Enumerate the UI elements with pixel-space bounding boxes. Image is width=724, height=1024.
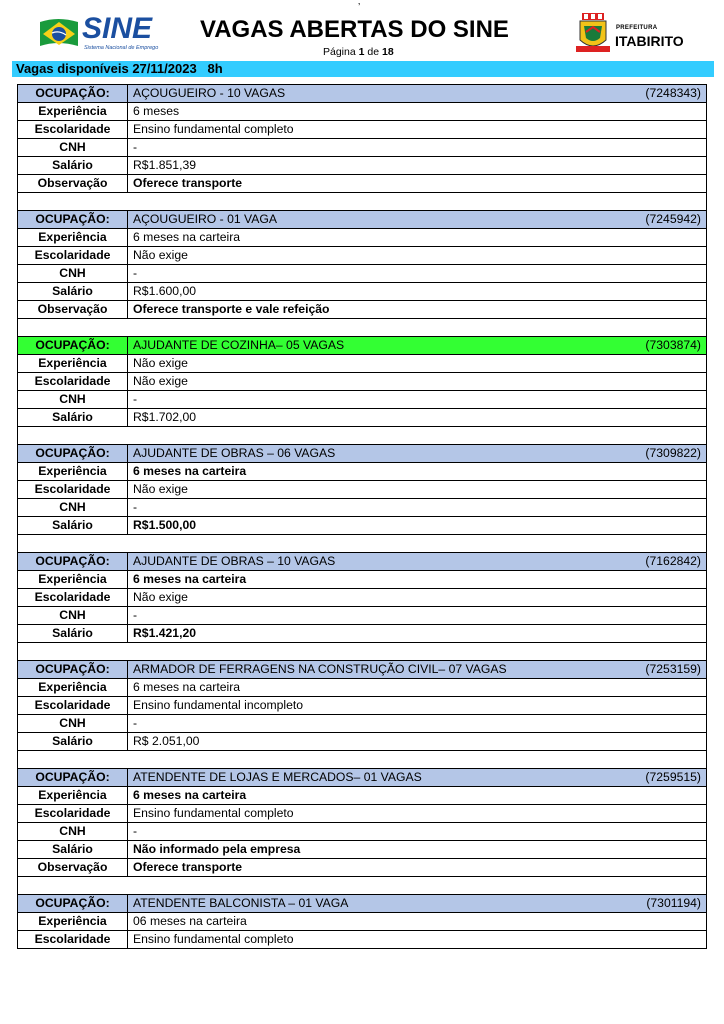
job-code: (7162842)	[645, 554, 701, 568]
experience-value: 6 meses na carteira	[128, 229, 707, 247]
job-code: (7303874)	[645, 338, 701, 352]
experience-value: 6 meses	[128, 103, 707, 121]
education-value: Não exige	[128, 589, 707, 607]
license-label: CNH	[18, 499, 128, 517]
license-row	[18, 139, 707, 157]
experience-label: Experiência	[18, 355, 128, 373]
salary-value: R$1.500,00	[128, 517, 707, 535]
note-value: Oferece transporte	[128, 859, 707, 877]
occupation-label: OCUPAÇÃO:	[18, 769, 128, 787]
job-code: (7259515)	[645, 770, 701, 784]
occupation-cell	[128, 211, 707, 229]
spacer-cell	[18, 427, 707, 445]
occupation-cell	[128, 337, 707, 355]
license-row	[18, 823, 707, 841]
salary-row	[18, 841, 707, 859]
license-label: CNH	[18, 265, 128, 283]
city-crest-icon	[574, 12, 612, 56]
experience-row	[18, 571, 707, 589]
salary-value: R$1.600,00	[128, 283, 707, 301]
education-value: Não exige	[128, 373, 707, 391]
occupation-row	[18, 661, 707, 679]
job-code: (7245942)	[645, 212, 701, 226]
education-row	[18, 805, 707, 823]
spacer-cell	[18, 643, 707, 661]
occupation-row	[18, 769, 707, 787]
education-label: Escolaridade	[18, 247, 128, 265]
license-label: CNH	[18, 715, 128, 733]
occupation-title: ATENDENTE DE LOJAS E MERCADOS– 01 VAGAS	[133, 770, 422, 784]
experience-row	[18, 103, 707, 121]
education-value: Não exige	[128, 247, 707, 265]
license-label: CNH	[18, 139, 128, 157]
jobs-table	[17, 84, 707, 949]
page-indicator: Página 1 de 18	[323, 46, 394, 58]
education-value: Ensino fundamental completo	[128, 931, 707, 949]
education-value: Ensino fundamental completo	[128, 121, 707, 139]
spacer-row	[18, 643, 707, 661]
salary-row	[18, 157, 707, 175]
salary-row	[18, 283, 707, 301]
note-value: Oferece transporte e vale refeição	[128, 301, 707, 319]
spacer-row	[18, 193, 707, 211]
education-label: Escolaridade	[18, 373, 128, 391]
salary-label: Salário	[18, 625, 128, 643]
spacer-row	[18, 535, 707, 553]
license-label: CNH	[18, 391, 128, 409]
experience-label: Experiência	[18, 463, 128, 481]
salary-label: Salário	[18, 841, 128, 859]
date-text: Vagas disponíveis 27/11/2023 8h	[16, 61, 223, 76]
salary-label: Salário	[18, 517, 128, 535]
education-row	[18, 373, 707, 391]
page-title: VAGAS ABERTAS DO SINE	[200, 16, 509, 43]
sine-logo	[38, 14, 162, 54]
city-name: ITABIRITO	[615, 33, 684, 49]
note-label: Observação	[18, 301, 128, 319]
education-row	[18, 247, 707, 265]
salary-row	[18, 517, 707, 535]
occupation-cell	[128, 553, 707, 571]
occupation-title: ARMADOR DE FERRAGENS NA CONSTRUÇÃO CIVIL– 07 VAGAS	[133, 662, 507, 676]
date-bar	[12, 61, 714, 77]
occupation-cell	[128, 445, 707, 463]
experience-value: Não exige	[128, 355, 707, 373]
license-value: -	[128, 715, 707, 733]
occupation-row	[18, 553, 707, 571]
spacer-cell	[18, 877, 707, 895]
occupation-label: OCUPAÇÃO:	[18, 337, 128, 355]
salary-row	[18, 733, 707, 751]
note-label: Observação	[18, 859, 128, 877]
education-value: Ensino fundamental incompleto	[128, 697, 707, 715]
salary-value: Não informado pela empresa	[128, 841, 707, 859]
experience-label: Experiência	[18, 103, 128, 121]
experience-row	[18, 913, 707, 931]
license-value: -	[128, 391, 707, 409]
license-row	[18, 499, 707, 517]
experience-row	[18, 787, 707, 805]
education-value: Ensino fundamental completo	[128, 805, 707, 823]
spacer-cell	[18, 535, 707, 553]
license-row	[18, 715, 707, 733]
job-code: (7301194)	[646, 896, 701, 910]
salary-row	[18, 625, 707, 643]
occupation-label: OCUPAÇÃO:	[18, 445, 128, 463]
salary-value: R$ 2.051,00	[128, 733, 707, 751]
experience-value: 6 meses na carteira	[128, 571, 707, 589]
experience-label: Experiência	[18, 229, 128, 247]
stray-mark: ’	[358, 2, 361, 13]
spacer-cell	[18, 193, 707, 211]
experience-label: Experiência	[18, 571, 128, 589]
occupation-row	[18, 211, 707, 229]
education-label: Escolaridade	[18, 121, 128, 139]
salary-label: Salário	[18, 157, 128, 175]
occupation-title: ATENDENTE BALCONISTA – 01 VAGA	[133, 896, 349, 910]
note-row	[18, 859, 707, 877]
job-code: (7309822)	[645, 446, 701, 460]
occupation-title: AJUDANTE DE OBRAS – 06 VAGAS	[133, 446, 336, 460]
occupation-row	[18, 895, 707, 913]
occupation-title: AÇOUGUEIRO - 10 VAGAS	[133, 86, 286, 100]
occupation-label: OCUPAÇÃO:	[18, 895, 128, 913]
job-code: (7248343)	[645, 86, 701, 100]
salary-label: Salário	[18, 733, 128, 751]
education-row	[18, 931, 707, 949]
spacer-row	[18, 751, 707, 769]
occupation-title: AJUDANTE DE COZINHA– 05 VAGAS	[133, 338, 345, 352]
occupation-row	[18, 445, 707, 463]
salary-value: R$1.851,39	[128, 157, 707, 175]
license-value: -	[128, 607, 707, 625]
note-label: Observação	[18, 175, 128, 193]
experience-value: 6 meses na carteira	[128, 679, 707, 697]
sine-subtitle: Sistema Nacional de Emprego	[84, 45, 159, 51]
experience-row	[18, 679, 707, 697]
spacer-row	[18, 427, 707, 445]
occupation-cell	[128, 661, 707, 679]
experience-row	[18, 463, 707, 481]
experience-value: 06 meses na carteira	[128, 913, 707, 931]
salary-row	[18, 409, 707, 427]
license-label: CNH	[18, 823, 128, 841]
experience-value: 6 meses na carteira	[128, 463, 707, 481]
experience-row	[18, 229, 707, 247]
experience-value: 6 meses na carteira	[128, 787, 707, 805]
experience-label: Experiência	[18, 679, 128, 697]
sine-wordmark: SINE	[82, 12, 153, 45]
salary-label: Salário	[18, 409, 128, 427]
spacer-cell	[18, 319, 707, 337]
education-row	[18, 481, 707, 499]
education-label: Escolaridade	[18, 931, 128, 949]
prefeitura-label: PREFEITURA	[616, 25, 658, 31]
license-value: -	[128, 823, 707, 841]
experience-label: Experiência	[18, 787, 128, 805]
occupation-cell	[128, 895, 707, 913]
note-row	[18, 301, 707, 319]
note-row	[18, 175, 707, 193]
occupation-row	[18, 337, 707, 355]
spacer-row	[18, 319, 707, 337]
occupation-title: AJUDANTE DE OBRAS – 10 VAGAS	[133, 554, 336, 568]
occupation-label: OCUPAÇÃO:	[18, 553, 128, 571]
spacer-cell	[18, 751, 707, 769]
education-row	[18, 121, 707, 139]
experience-row	[18, 355, 707, 373]
occupation-label: OCUPAÇÃO:	[18, 661, 128, 679]
education-label: Escolaridade	[18, 589, 128, 607]
license-value: -	[128, 265, 707, 283]
page-header	[0, 8, 724, 60]
education-label: Escolaridade	[18, 481, 128, 499]
license-row	[18, 607, 707, 625]
occupation-cell	[128, 769, 707, 787]
occupation-title: AÇOUGUEIRO - 01 VAGA	[133, 212, 278, 226]
salary-value: R$1.421,20	[128, 625, 707, 643]
experience-label: Experiência	[18, 913, 128, 931]
education-row	[18, 589, 707, 607]
education-value: Não exige	[128, 481, 707, 499]
salary-value: R$1.702,00	[128, 409, 707, 427]
prefeitura-logo	[574, 12, 694, 58]
occupation-label: OCUPAÇÃO:	[18, 211, 128, 229]
occupation-cell	[128, 85, 707, 103]
license-label: CNH	[18, 607, 128, 625]
occupation-row	[18, 85, 707, 103]
education-label: Escolaridade	[18, 697, 128, 715]
education-row	[18, 697, 707, 715]
occupation-label: OCUPAÇÃO:	[18, 85, 128, 103]
license-row	[18, 391, 707, 409]
spacer-row	[18, 877, 707, 895]
license-value: -	[128, 499, 707, 517]
license-value: -	[128, 139, 707, 157]
salary-label: Salário	[18, 283, 128, 301]
job-code: (7253159)	[645, 662, 701, 676]
note-value: Oferece transporte	[128, 175, 707, 193]
education-label: Escolaridade	[18, 805, 128, 823]
license-row	[18, 265, 707, 283]
brazil-flag-icon	[38, 16, 80, 50]
